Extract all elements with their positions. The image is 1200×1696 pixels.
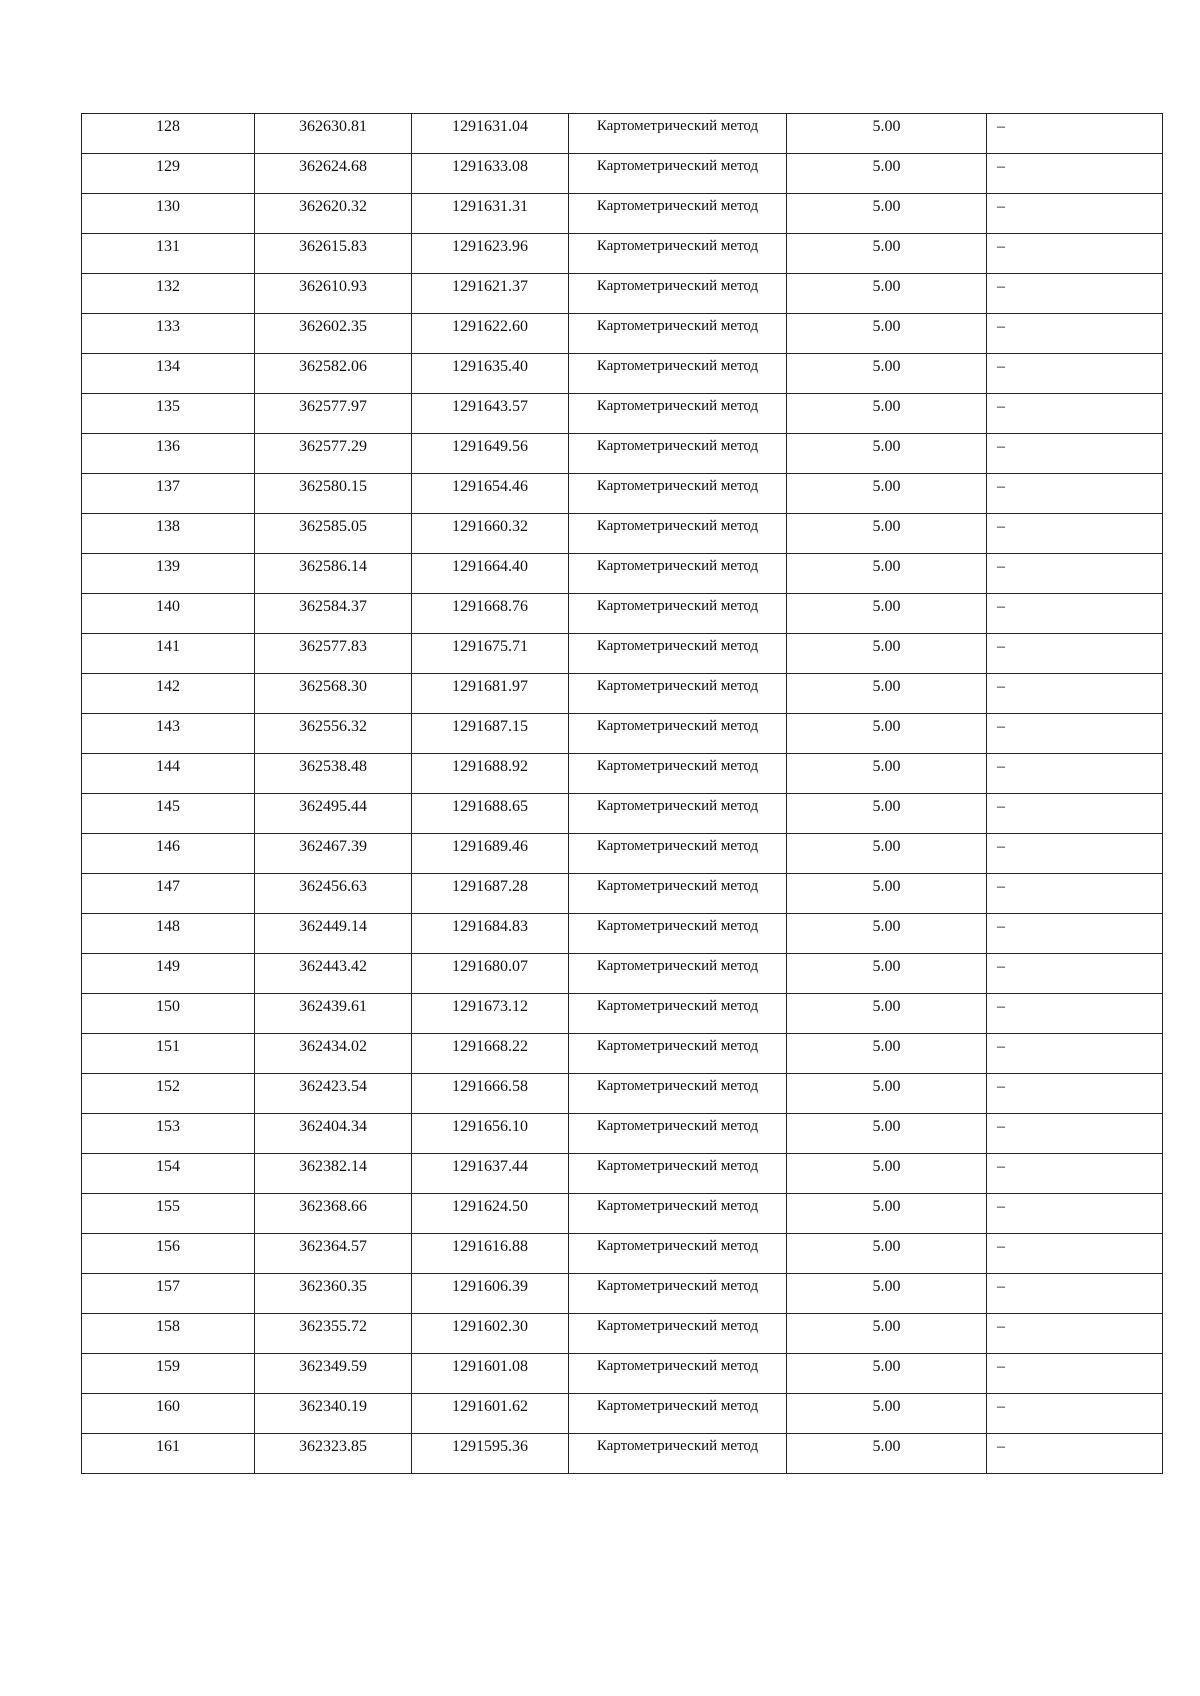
y-coordinate-cell: 1291666.58 xyxy=(412,1074,569,1114)
table-row xyxy=(82,1154,1163,1194)
point-number-cell: 156 xyxy=(82,1234,255,1274)
point-number-cell: 143 xyxy=(82,714,255,754)
note-cell: – xyxy=(987,434,1163,474)
point-number-cell: 149 xyxy=(82,954,255,994)
method-cell: Картометрический метод xyxy=(569,114,787,154)
accuracy-cell: 5.00 xyxy=(787,634,987,674)
accuracy-cell: 5.00 xyxy=(787,514,987,554)
table-row xyxy=(82,794,1163,834)
accuracy-cell: 5.00 xyxy=(787,554,987,594)
point-number-cell: 151 xyxy=(82,1034,255,1074)
y-coordinate-cell: 1291624.50 xyxy=(412,1194,569,1234)
x-coordinate-cell: 362630.81 xyxy=(255,114,412,154)
y-coordinate-cell: 1291643.57 xyxy=(412,394,569,434)
y-coordinate-cell: 1291668.22 xyxy=(412,1034,569,1074)
y-coordinate-cell: 1291684.83 xyxy=(412,914,569,954)
point-number-cell: 157 xyxy=(82,1274,255,1314)
accuracy-cell: 5.00 xyxy=(787,1234,987,1274)
x-coordinate-cell: 362615.83 xyxy=(255,234,412,274)
method-cell: Картометрический метод xyxy=(569,434,787,474)
x-coordinate-cell: 362620.32 xyxy=(255,194,412,234)
note-cell: – xyxy=(987,154,1163,194)
point-number-cell: 130 xyxy=(82,194,255,234)
accuracy-cell: 5.00 xyxy=(787,434,987,474)
x-coordinate-cell: 362456.63 xyxy=(255,874,412,914)
accuracy-cell: 5.00 xyxy=(787,234,987,274)
method-cell: Картометрический метод xyxy=(569,1314,787,1354)
point-number-cell: 144 xyxy=(82,754,255,794)
x-coordinate-cell: 362577.29 xyxy=(255,434,412,474)
point-number-cell: 148 xyxy=(82,914,255,954)
method-cell: Картометрический метод xyxy=(569,554,787,594)
point-number-cell: 159 xyxy=(82,1354,255,1394)
y-coordinate-cell: 1291595.36 xyxy=(412,1434,569,1474)
y-coordinate-cell: 1291601.08 xyxy=(412,1354,569,1394)
method-cell: Картометрический метод xyxy=(569,354,787,394)
y-coordinate-cell: 1291654.46 xyxy=(412,474,569,514)
point-number-cell: 153 xyxy=(82,1114,255,1154)
accuracy-cell: 5.00 xyxy=(787,1034,987,1074)
method-cell: Картометрический метод xyxy=(569,1394,787,1434)
accuracy-cell: 5.00 xyxy=(787,754,987,794)
y-coordinate-cell: 1291673.12 xyxy=(412,994,569,1034)
note-cell: – xyxy=(987,634,1163,674)
note-cell: – xyxy=(987,914,1163,954)
table-row xyxy=(82,594,1163,634)
point-number-cell: 146 xyxy=(82,834,255,874)
method-cell: Картометрический метод xyxy=(569,394,787,434)
x-coordinate-cell: 362586.14 xyxy=(255,554,412,594)
method-cell: Картометрический метод xyxy=(569,634,787,674)
point-number-cell: 161 xyxy=(82,1434,255,1474)
table-row xyxy=(82,994,1163,1034)
method-cell: Картометрический метод xyxy=(569,314,787,354)
x-coordinate-cell: 362439.61 xyxy=(255,994,412,1034)
point-number-cell: 154 xyxy=(82,1154,255,1194)
table-row xyxy=(82,114,1163,154)
accuracy-cell: 5.00 xyxy=(787,1394,987,1434)
y-coordinate-cell: 1291680.07 xyxy=(412,954,569,994)
table-row xyxy=(82,1074,1163,1114)
x-coordinate-cell: 362585.05 xyxy=(255,514,412,554)
accuracy-cell: 5.00 xyxy=(787,1434,987,1474)
accuracy-cell: 5.00 xyxy=(787,1314,987,1354)
note-cell: – xyxy=(987,234,1163,274)
x-coordinate-cell: 362577.97 xyxy=(255,394,412,434)
x-coordinate-cell: 362602.35 xyxy=(255,314,412,354)
point-number-cell: 137 xyxy=(82,474,255,514)
table-row xyxy=(82,634,1163,674)
table-row xyxy=(82,1034,1163,1074)
method-cell: Картометрический метод xyxy=(569,914,787,954)
x-coordinate-cell: 362360.35 xyxy=(255,1274,412,1314)
table-row xyxy=(82,1194,1163,1234)
x-coordinate-cell: 362323.85 xyxy=(255,1434,412,1474)
accuracy-cell: 5.00 xyxy=(787,874,987,914)
method-cell: Картометрический метод xyxy=(569,1234,787,1274)
table-row xyxy=(82,834,1163,874)
y-coordinate-cell: 1291660.32 xyxy=(412,514,569,554)
coordinates-table xyxy=(81,113,1163,1474)
accuracy-cell: 5.00 xyxy=(787,834,987,874)
y-coordinate-cell: 1291687.15 xyxy=(412,714,569,754)
note-cell: – xyxy=(987,874,1163,914)
table-row xyxy=(82,554,1163,594)
y-coordinate-cell: 1291689.46 xyxy=(412,834,569,874)
point-number-cell: 145 xyxy=(82,794,255,834)
y-coordinate-cell: 1291601.62 xyxy=(412,1394,569,1434)
y-coordinate-cell: 1291637.44 xyxy=(412,1154,569,1194)
accuracy-cell: 5.00 xyxy=(787,594,987,634)
point-number-cell: 152 xyxy=(82,1074,255,1114)
table-row xyxy=(82,954,1163,994)
method-cell: Картометрический метод xyxy=(569,754,787,794)
y-coordinate-cell: 1291631.04 xyxy=(412,114,569,154)
x-coordinate-cell: 362423.54 xyxy=(255,1074,412,1114)
x-coordinate-cell: 362495.44 xyxy=(255,794,412,834)
accuracy-cell: 5.00 xyxy=(787,1154,987,1194)
method-cell: Картометрический метод xyxy=(569,874,787,914)
table-row xyxy=(82,314,1163,354)
table-row xyxy=(82,194,1163,234)
method-cell: Картометрический метод xyxy=(569,194,787,234)
table-row xyxy=(82,914,1163,954)
y-coordinate-cell: 1291635.40 xyxy=(412,354,569,394)
x-coordinate-cell: 362624.68 xyxy=(255,154,412,194)
accuracy-cell: 5.00 xyxy=(787,954,987,994)
method-cell: Картометрический метод xyxy=(569,1354,787,1394)
accuracy-cell: 5.00 xyxy=(787,674,987,714)
method-cell: Картометрический метод xyxy=(569,594,787,634)
accuracy-cell: 5.00 xyxy=(787,194,987,234)
accuracy-cell: 5.00 xyxy=(787,1354,987,1394)
note-cell: – xyxy=(987,794,1163,834)
note-cell: – xyxy=(987,714,1163,754)
point-number-cell: 131 xyxy=(82,234,255,274)
point-number-cell: 158 xyxy=(82,1314,255,1354)
point-number-cell: 160 xyxy=(82,1394,255,1434)
note-cell: – xyxy=(987,754,1163,794)
accuracy-cell: 5.00 xyxy=(787,474,987,514)
note-cell: – xyxy=(987,394,1163,434)
x-coordinate-cell: 362443.42 xyxy=(255,954,412,994)
note-cell: – xyxy=(987,1354,1163,1394)
note-cell: – xyxy=(987,1394,1163,1434)
accuracy-cell: 5.00 xyxy=(787,1074,987,1114)
accuracy-cell: 5.00 xyxy=(787,714,987,754)
y-coordinate-cell: 1291621.37 xyxy=(412,274,569,314)
accuracy-cell: 5.00 xyxy=(787,114,987,154)
point-number-cell: 133 xyxy=(82,314,255,354)
y-coordinate-cell: 1291668.76 xyxy=(412,594,569,634)
point-number-cell: 135 xyxy=(82,394,255,434)
table-row xyxy=(82,434,1163,474)
y-coordinate-cell: 1291675.71 xyxy=(412,634,569,674)
y-coordinate-cell: 1291623.96 xyxy=(412,234,569,274)
method-cell: Картометрический метод xyxy=(569,794,787,834)
x-coordinate-cell: 362368.66 xyxy=(255,1194,412,1234)
point-number-cell: 129 xyxy=(82,154,255,194)
note-cell: – xyxy=(987,1434,1163,1474)
x-coordinate-cell: 362580.15 xyxy=(255,474,412,514)
table-row xyxy=(82,1434,1163,1474)
note-cell: – xyxy=(987,194,1163,234)
y-coordinate-cell: 1291664.40 xyxy=(412,554,569,594)
table-row xyxy=(82,714,1163,754)
table-row xyxy=(82,274,1163,314)
accuracy-cell: 5.00 xyxy=(787,314,987,354)
note-cell: – xyxy=(987,1034,1163,1074)
note-cell: – xyxy=(987,514,1163,554)
note-cell: – xyxy=(987,354,1163,394)
x-coordinate-cell: 362382.14 xyxy=(255,1154,412,1194)
y-coordinate-cell: 1291616.88 xyxy=(412,1234,569,1274)
method-cell: Картометрический метод xyxy=(569,1034,787,1074)
x-coordinate-cell: 362467.39 xyxy=(255,834,412,874)
accuracy-cell: 5.00 xyxy=(787,914,987,954)
x-coordinate-cell: 362449.14 xyxy=(255,914,412,954)
note-cell: – xyxy=(987,314,1163,354)
method-cell: Картометрический метод xyxy=(569,474,787,514)
table-row xyxy=(82,1274,1163,1314)
method-cell: Картометрический метод xyxy=(569,674,787,714)
x-coordinate-cell: 362340.19 xyxy=(255,1394,412,1434)
x-coordinate-cell: 362404.34 xyxy=(255,1114,412,1154)
x-coordinate-cell: 362349.59 xyxy=(255,1354,412,1394)
note-cell: – xyxy=(987,954,1163,994)
note-cell: – xyxy=(987,594,1163,634)
table-row xyxy=(82,1354,1163,1394)
method-cell: Картометрический метод xyxy=(569,1274,787,1314)
point-number-cell: 134 xyxy=(82,354,255,394)
y-coordinate-cell: 1291622.60 xyxy=(412,314,569,354)
method-cell: Картометрический метод xyxy=(569,1434,787,1474)
accuracy-cell: 5.00 xyxy=(787,354,987,394)
x-coordinate-cell: 362610.93 xyxy=(255,274,412,314)
note-cell: – xyxy=(987,114,1163,154)
x-coordinate-cell: 362584.37 xyxy=(255,594,412,634)
table-row xyxy=(82,234,1163,274)
method-cell: Картометрический метод xyxy=(569,514,787,554)
point-number-cell: 128 xyxy=(82,114,255,154)
y-coordinate-cell: 1291688.65 xyxy=(412,794,569,834)
table-row xyxy=(82,1234,1163,1274)
method-cell: Картометрический метод xyxy=(569,154,787,194)
y-coordinate-cell: 1291687.28 xyxy=(412,874,569,914)
y-coordinate-cell: 1291606.39 xyxy=(412,1274,569,1314)
accuracy-cell: 5.00 xyxy=(787,154,987,194)
point-number-cell: 136 xyxy=(82,434,255,474)
method-cell: Картометрический метод xyxy=(569,234,787,274)
point-number-cell: 140 xyxy=(82,594,255,634)
point-number-cell: 150 xyxy=(82,994,255,1034)
point-number-cell: 147 xyxy=(82,874,255,914)
accuracy-cell: 5.00 xyxy=(787,1194,987,1234)
table-row xyxy=(82,354,1163,394)
accuracy-cell: 5.00 xyxy=(787,394,987,434)
accuracy-cell: 5.00 xyxy=(787,1114,987,1154)
table-row xyxy=(82,474,1163,514)
coordinates-table-body xyxy=(82,114,1163,1474)
table-row xyxy=(82,874,1163,914)
note-cell: – xyxy=(987,1194,1163,1234)
note-cell: – xyxy=(987,474,1163,514)
note-cell: – xyxy=(987,994,1163,1034)
note-cell: – xyxy=(987,834,1163,874)
method-cell: Картометрический метод xyxy=(569,834,787,874)
point-number-cell: 141 xyxy=(82,634,255,674)
note-cell: – xyxy=(987,1074,1163,1114)
y-coordinate-cell: 1291649.56 xyxy=(412,434,569,474)
x-coordinate-cell: 362538.48 xyxy=(255,754,412,794)
y-coordinate-cell: 1291602.30 xyxy=(412,1314,569,1354)
point-number-cell: 132 xyxy=(82,274,255,314)
point-number-cell: 138 xyxy=(82,514,255,554)
table-row xyxy=(82,674,1163,714)
y-coordinate-cell: 1291631.31 xyxy=(412,194,569,234)
table-row xyxy=(82,514,1163,554)
note-cell: – xyxy=(987,1274,1163,1314)
method-cell: Картометрический метод xyxy=(569,994,787,1034)
x-coordinate-cell: 362355.72 xyxy=(255,1314,412,1354)
accuracy-cell: 5.00 xyxy=(787,1274,987,1314)
x-coordinate-cell: 362568.30 xyxy=(255,674,412,714)
note-cell: – xyxy=(987,1314,1163,1354)
accuracy-cell: 5.00 xyxy=(787,274,987,314)
table-row xyxy=(82,754,1163,794)
y-coordinate-cell: 1291633.08 xyxy=(412,154,569,194)
x-coordinate-cell: 362556.32 xyxy=(255,714,412,754)
y-coordinate-cell: 1291656.10 xyxy=(412,1114,569,1154)
method-cell: Картометрический метод xyxy=(569,1154,787,1194)
method-cell: Картометрический метод xyxy=(569,1074,787,1114)
note-cell: – xyxy=(987,1154,1163,1194)
method-cell: Картометрический метод xyxy=(569,274,787,314)
point-number-cell: 139 xyxy=(82,554,255,594)
note-cell: – xyxy=(987,554,1163,594)
note-cell: – xyxy=(987,1234,1163,1274)
x-coordinate-cell: 362577.83 xyxy=(255,634,412,674)
note-cell: – xyxy=(987,274,1163,314)
method-cell: Картометрический метод xyxy=(569,1114,787,1154)
x-coordinate-cell: 362434.02 xyxy=(255,1034,412,1074)
accuracy-cell: 5.00 xyxy=(787,794,987,834)
table-row xyxy=(82,1314,1163,1354)
y-coordinate-cell: 1291688.92 xyxy=(412,754,569,794)
table-row xyxy=(82,394,1163,434)
y-coordinate-cell: 1291681.97 xyxy=(412,674,569,714)
point-number-cell: 142 xyxy=(82,674,255,714)
accuracy-cell: 5.00 xyxy=(787,994,987,1034)
table-row xyxy=(82,1114,1163,1154)
table-row xyxy=(82,1394,1163,1434)
point-number-cell: 155 xyxy=(82,1194,255,1234)
method-cell: Картометрический метод xyxy=(569,954,787,994)
method-cell: Картометрический метод xyxy=(569,1194,787,1234)
table-row xyxy=(82,154,1163,194)
x-coordinate-cell: 362364.57 xyxy=(255,1234,412,1274)
x-coordinate-cell: 362582.06 xyxy=(255,354,412,394)
method-cell: Картометрический метод xyxy=(569,714,787,754)
note-cell: – xyxy=(987,1114,1163,1154)
note-cell: – xyxy=(987,674,1163,714)
